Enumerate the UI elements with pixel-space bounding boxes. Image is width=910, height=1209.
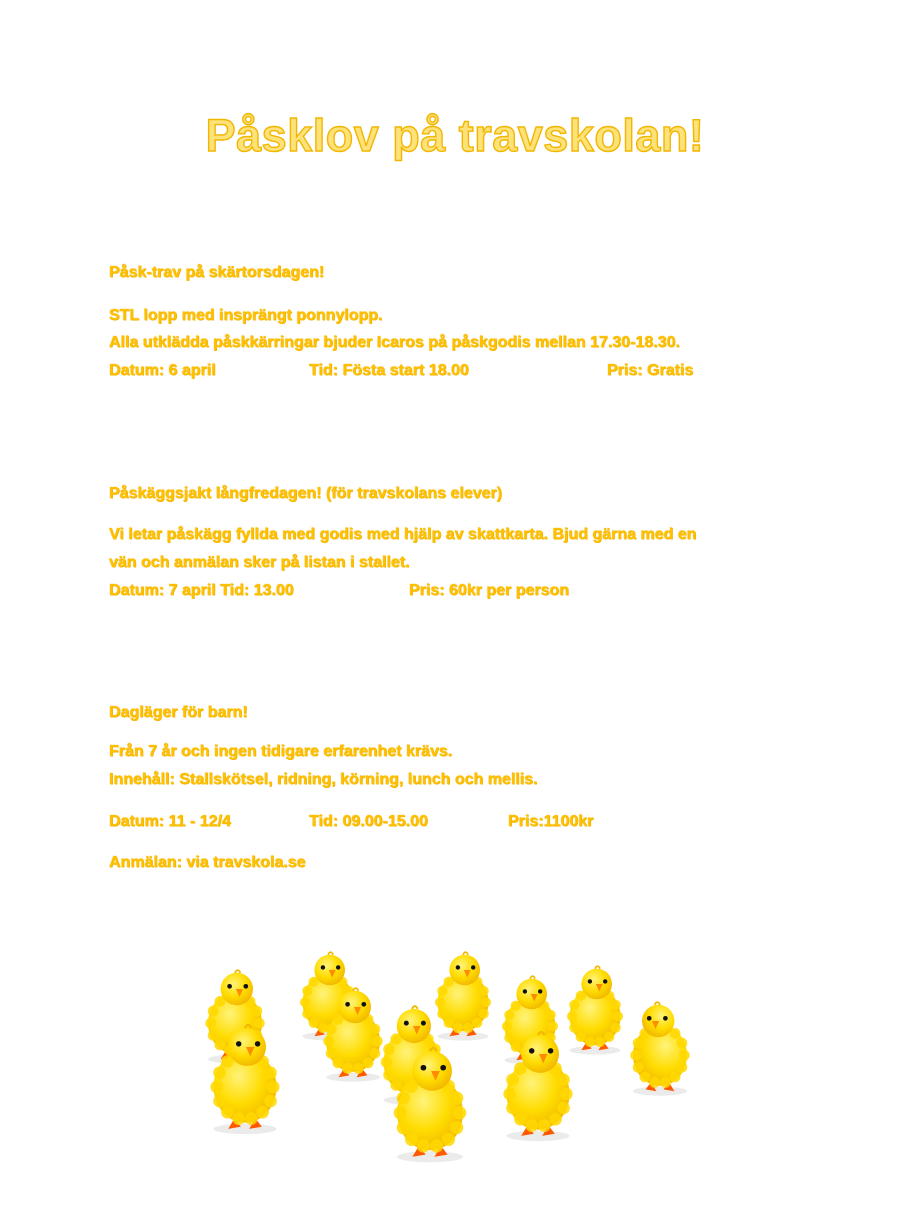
event-description: vän och anmälan sker på listan i stallet. xyxy=(109,554,410,571)
flyer-title: Påsklov på travskolan! xyxy=(205,110,705,161)
event-description: STL lopp med insprängt ponnylopp. xyxy=(109,307,383,324)
event-heading: Påskäggsjakt långfredagen! (för travskolans elever) xyxy=(109,485,503,502)
event-description: Vi letar påskägg fyllda med godis med hjälp av skattkarta. Bjud gärna med en xyxy=(109,526,697,543)
chick xyxy=(567,966,623,1054)
event-description: Alla utklädda påskkärringar bjuder Icaros på påskgodis mellan 17.30-18.30. xyxy=(109,334,680,351)
event-date: Datum: 6 april xyxy=(109,362,216,379)
event-price: Pris: 60kr per person xyxy=(409,582,570,599)
event-time: Tid: 09.00-15.00 xyxy=(309,813,428,830)
event-description: Innehåll: Stallskötsel, ridning, körning, lunch och mellis. xyxy=(109,771,538,788)
event-heading: Dagläger för barn! xyxy=(109,704,248,721)
event-date-time: Datum: 7 april Tid: 13.00 xyxy=(109,582,294,599)
event-description: Från 7 år och ingen tidigare erfarenhet krävs. xyxy=(109,743,453,760)
event-price: Pris: Gratis xyxy=(607,362,694,379)
event-time: Tid: Fösta start 18.00 xyxy=(309,362,469,379)
event-date: Datum: 11 - 12/4 xyxy=(109,813,231,830)
event-heading: Påsk-trav på skärtorsdagen! xyxy=(109,264,325,281)
easter-chicks-image xyxy=(190,935,720,1175)
chick xyxy=(630,1002,689,1096)
event-registration: Anmälan: via travskola.se xyxy=(109,854,306,871)
event-price: Pris:1100kr xyxy=(508,813,594,830)
chick xyxy=(435,952,491,1040)
